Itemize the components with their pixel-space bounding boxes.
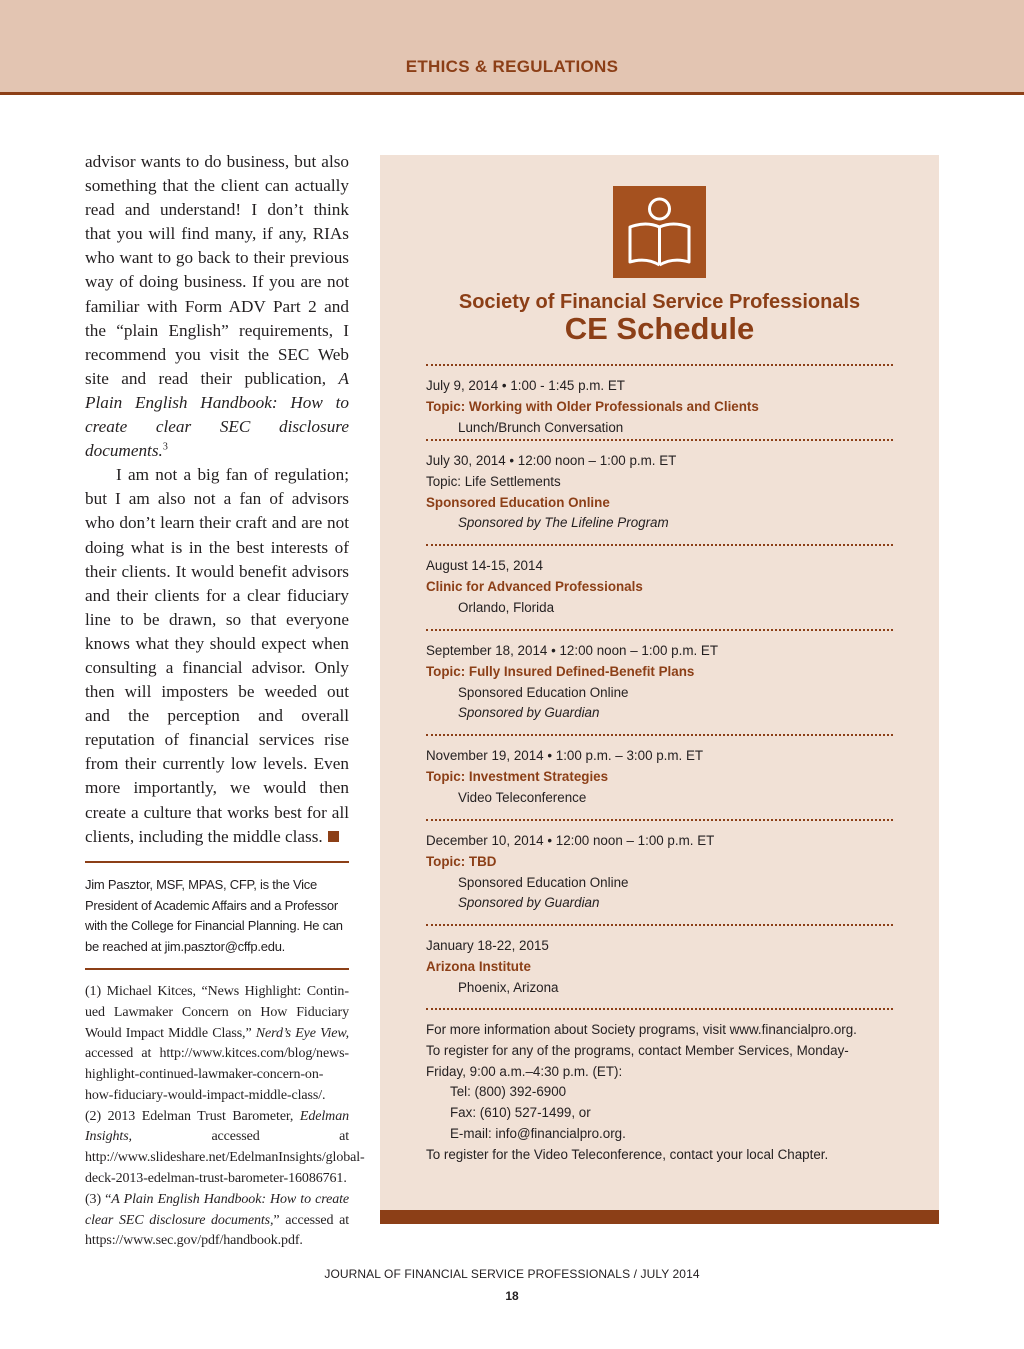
schedule-event xyxy=(426,366,893,439)
event-sponsor: Sponsored by The Lifeline Program xyxy=(458,515,669,531)
info-line: To register for the Video Teleconference, contact your local Chapter. xyxy=(426,1146,829,1162)
article-body xyxy=(85,150,349,849)
reader-book-icon xyxy=(613,186,706,278)
handbook-title: A Plain English Handbook: How to create clear SEC disclosure documents. xyxy=(85,368,349,461)
footnote-ref: 3 xyxy=(162,441,168,453)
info-email: E-mail: info@financialpro.org. xyxy=(450,1125,626,1141)
event-date: July 30, 2014 • 12:00 noon – 1:00 p.m. ET xyxy=(426,453,677,468)
event-topic: Sponsored Education Online xyxy=(426,494,610,510)
event-topic: Topic: Investment Strategies xyxy=(426,768,609,784)
event-detail: Lunch/Brunch Conversation xyxy=(458,419,624,435)
article-paragraph: advisor wants to do business, but also something that the client can actually read and understand! I don’t think that you will find many, if any, RIAs who want to go back to their previous way of doing business. If you are not familiar with Form ADV Part 2 and the “plain English” requirements, I recommend you visit the SEC Web site and read their publication, A Plain English Handbook: How to create clear SEC disclosure documents.$^3$ xyxy=(85,152,349,461)
schedule-event xyxy=(426,441,893,544)
event-detail: Phoenix, Arizona xyxy=(458,979,559,995)
footnote: (2) 2013 Edelman Trust Barometer, Edelman Insights, accessed at http://www.slideshare.net/EdelmanInsights/global-deck-2013-edelman-trust-barometer-16086761. xyxy=(85,1108,365,1187)
schedule-list xyxy=(426,364,893,1166)
event-detail: Sponsored Education Online xyxy=(458,874,629,890)
org-name: Society of Financial Service Professionals xyxy=(458,291,861,313)
header-band xyxy=(0,0,1024,92)
event-date: September 18, 2014 • 12:00 noon – 1:00 p.m. ET xyxy=(426,643,719,658)
schedule-event xyxy=(426,821,893,924)
footer-journal: JOURNAL OF FINANCIAL SERVICE PROFESSIONALS / JULY 2014 xyxy=(324,1267,700,1281)
event-date: August 14-15, 2014 xyxy=(426,558,543,573)
schedule-event xyxy=(426,546,893,629)
schedule-event xyxy=(426,736,893,819)
bio-top-rule xyxy=(85,861,349,863)
event-sponsor: Sponsored by Guardian xyxy=(458,705,600,721)
schedule-event xyxy=(426,631,893,734)
schedule-title: CE Schedule xyxy=(564,311,755,346)
registration-info xyxy=(426,1010,893,1166)
footnote: (1) Michael Kitces, “News Highlight: Continued Lawmaker Concern on How Fiduciary Would Impact Middle Class,” Nerd’s Eye View, accessed at http://www.kitces.com/blog/news-highlight-continued-lawmaker-concern-on-how-fiduciary-would-impact-middle-class/. xyxy=(85,983,349,1103)
event-detail: Sponsored Education Online xyxy=(458,684,629,700)
left-column xyxy=(85,150,365,1252)
section-title: ETHICS & REGULATIONS xyxy=(405,57,619,76)
info-line: Friday, 9:00 a.m.–4:30 p.m. (ET): xyxy=(426,1063,623,1079)
event-topic: Arizona Institute xyxy=(426,958,531,974)
square-end-mark-icon xyxy=(328,831,339,842)
event-date: November 19, 2014 • 1:00 p.m. – 3:00 p.m. ET xyxy=(426,748,704,763)
info-line: To register for any of the programs, contact Member Services, Monday- xyxy=(426,1042,849,1058)
schedule-event xyxy=(426,926,893,1008)
author-bio: Jim Pasztor, MSF, MPAS, CFP, is the Vice President of Academic Affairs and a Professor with the College for Financial Planning. He can be reached at jim.pasztor@cffp.edu. xyxy=(85,876,343,955)
event-date: January 18-22, 2015 xyxy=(426,938,549,953)
info-phone: Tel: (800) 392-6900 xyxy=(450,1084,567,1100)
event-date: July 9, 2014 • 1:00 - 1:45 p.m. ET xyxy=(426,378,625,393)
event-topic: Topic: Working with Older Professionals and Clients xyxy=(426,398,759,414)
header-rule xyxy=(0,92,1024,95)
event-detail: Video Teleconference xyxy=(458,789,587,805)
info-line: For more information about Society programs, visit www.financialpro.org. xyxy=(426,1022,857,1037)
event-topic: Topic: Fully Insured Defined-Benefit Plans xyxy=(426,663,695,679)
footnotes xyxy=(85,982,365,1252)
society-logo xyxy=(613,186,706,278)
panel-bottom-bar xyxy=(380,1210,939,1224)
info-fax: Fax: (610) 527-1499, or xyxy=(450,1105,591,1121)
event-topic: Topic: TBD xyxy=(426,853,497,869)
footnote: (3) “A Plain English Handbook: How to create clear SEC disclosure documents,” accessed at https://www.sec.gov/pdf/handbook.pdf. xyxy=(85,1191,350,1249)
bio-bottom-rule xyxy=(85,968,349,970)
event-detail: Orlando, Florida xyxy=(458,599,555,615)
page-number: 18 xyxy=(505,1289,519,1303)
event-date: December 10, 2014 • 12:00 noon – 1:00 p.m. ET xyxy=(426,833,715,848)
article-paragraph: I am not a big fan of regulation; but I am also not a fan of advisors who don’t learn their craft and are not doing what is in the best interests of their clients. It would benefit advisors and their clients for a clear fiduciary line to be drawn, so that everyone knows what they should expect when consulting a financial advisor. Only then will imposters be weeded out and the perception and overall reputation of financial services rise from their currently low levels. Even more importantly, we would then create a culture that works best for all clients, including the middle class. xyxy=(85,465,349,846)
event-topic-plain: Topic: Life Settlements xyxy=(426,473,561,489)
event-sponsor: Sponsored by Guardian xyxy=(458,895,600,911)
event-topic: Clinic for Advanced Professionals xyxy=(426,578,643,594)
